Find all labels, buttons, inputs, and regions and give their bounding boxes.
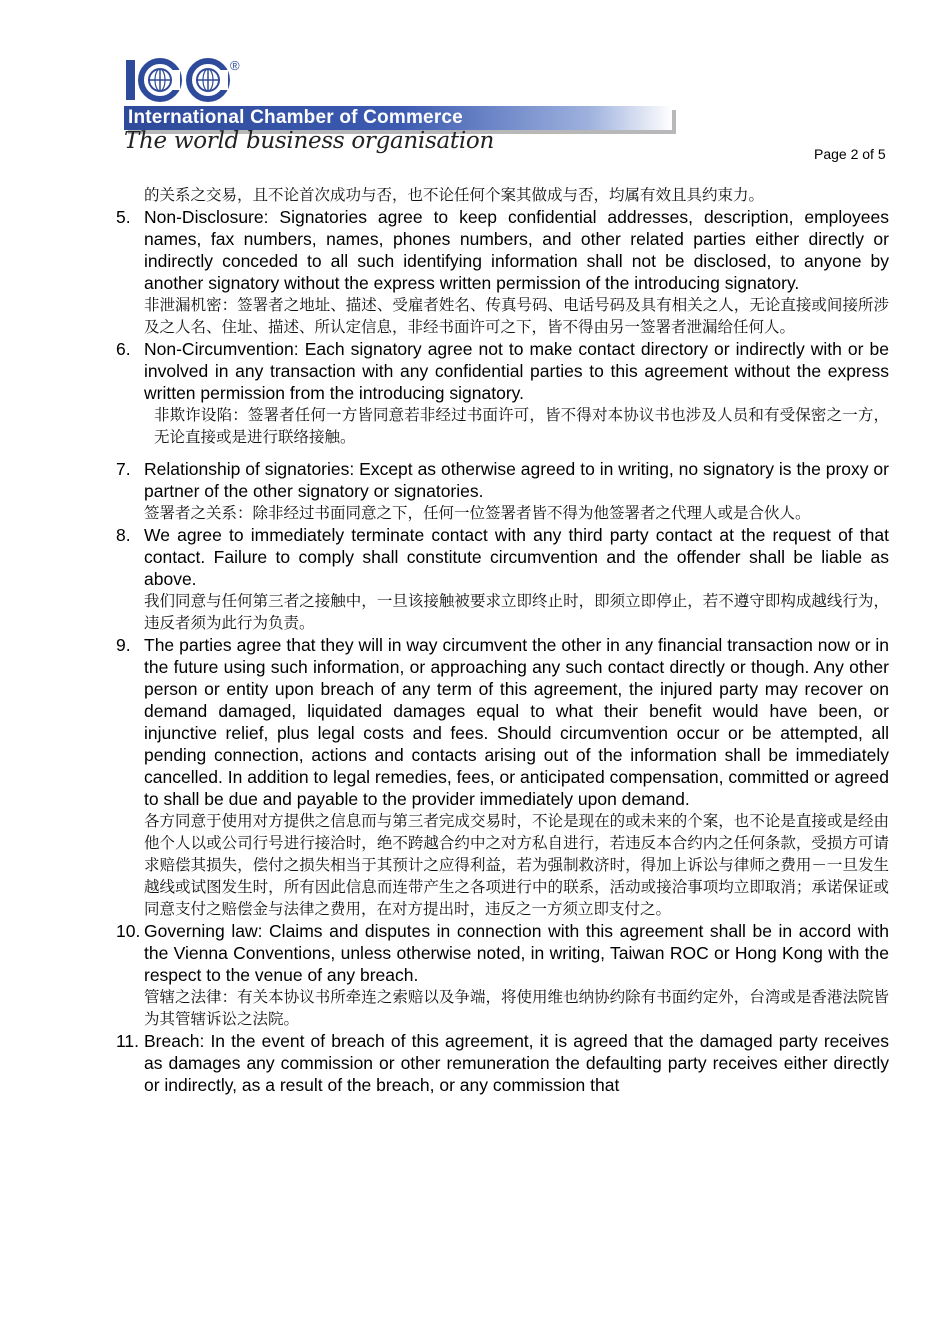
clause-7	[116, 458, 889, 524]
clause-6	[116, 338, 889, 448]
clause-text-cn: 签署者之关系：除非经过书面同意之下，任何一位签署者皆不得为他签署者之代理人或是合伙人。	[144, 504, 811, 522]
clause-number: 10.	[116, 921, 141, 941]
clause-9	[116, 634, 889, 920]
clause-text-en: Governing law: Claims and disputes in connection with this agreement shall be in accord with the Vienna Conventions, unless otherwise noted, in writing, Taiwan ROC or Hong Kong with the respect to the venue of any breach.	[144, 921, 889, 985]
clause-text-cn: 各方同意于使用对方提供之信息而与第三者完成交易时，不论是现在的或未来的个案，也不论是直接或是经由他个人以或公司行号进行接洽时，绝不跨越合约中之对方私自进行，若违反本合约内之任何条款，受损方可请求赔偿其损失，偿付之损失相当于其预计之应得利益，若为强制救济时，得加上诉讼与律师之费用－一旦发生越线或试图发生时，所有因此信息而连带产生之各项进行中的联系，活动或接洽事项均立即取消；承诺保证或同意支付之赔偿金与法律之费用，在对方提出时，违反之一方须立即支付之。	[144, 812, 889, 918]
clause-text-en: Non-Circumvention: Each signatory agree not to make contact directory or indirectly with or be involved in any transaction with any confidential parties to this agreement without the express written permission from the introducing signatory.	[144, 339, 889, 403]
intro-cn-continuation: 的关系之交易，且不论首次成功与否，也不论任何个案其做成与否，均属有效且具约束力。	[144, 186, 765, 204]
clause-text-en: The parties agree that they will in way circumvent the other in any financial transaction now or in the future using such information, or approaching any such contact directly or though. Any other person or entity upon breach of any term of this agreement, the injured party may recover on demand damaged, liquidated damages equal to what their benefit would have been, or injunctive relief, plus legal costs and fees. Should circumvention occur or be attempted, all pending connection, actions and contacts arising out of the information shall be immediately cancelled. In addition to legal remedies, fees, or anticipated compensation, committed or agreed to shall be due and payable to the provider immediately upon demand.	[144, 635, 889, 809]
clause-text-cn: 我们同意与任何第三者之接触中，一旦该接触被要求立即终止时，即须立即停止，若不遵守即构成越线行为，违反者须为此行为负责。	[144, 592, 889, 632]
clause-number: 11.	[116, 1031, 140, 1051]
clause-number: 7.	[116, 459, 131, 479]
clause-text-en: We agree to immediately terminate contact with any third party contact at the request of that contact. Failure to comply shall constitute circumvention and the offender shall be liable as above.	[144, 525, 889, 589]
clause-text-cn: 非泄漏机密：签署者之地址、描述、受雇者姓名、传真号码、电话号码及具有相关之人，无论直接或间接所涉及之人名、住址、描述、所认定信息，非经书面许可之下，皆不得由另一签署者泄漏给任何人。	[144, 296, 889, 336]
clause-text-cn: 管辖之法律：有关本协议书所牵连之索赔以及争端，将使用维也纳协约除有书面约定外，台湾或是香港法院皆为其管辖诉讼之法院。	[144, 988, 889, 1028]
clause-text-en: Breach: In the event of breach of this agreement, it is agreed that the damaged party receives as damages any commission or other remuneration the defaulting party receives either directly or indirectly, as a result of the breach, or any commission that	[144, 1031, 889, 1095]
clause-11	[116, 1030, 889, 1096]
org-name: International Chamber of Commerce	[128, 107, 463, 128]
document-body	[116, 184, 889, 1096]
clause-text-cn: 非欺诈设陷：签署者任何一方皆同意若非经过书面许可，皆不得对本协议书也涉及人员和有受保密之一方，无论直接或是进行联络接触。	[154, 406, 889, 446]
letterhead	[0, 0, 950, 170]
registered-mark: ®	[230, 58, 240, 73]
clause-text-en: Non-Disclosure: Signatories agree to keep confidential addresses, description, employees names, fax numbers, names, phones numbers, and other related parties either directly or indirectly conceded to all such identifying information shall not be disclosed, to anyone by another signatory without the express written permission of the introducing signatory.	[144, 207, 889, 293]
clause-number: 9.	[116, 635, 131, 655]
clause-number: 5.	[116, 207, 131, 227]
page-number: Page 2 of 5	[814, 146, 886, 162]
clause-text-en: Relationship of signatories: Except as otherwise agreed to in writing, no signatory is the proxy or partner of the other signatory or signatories.	[144, 459, 889, 501]
clause-8	[116, 524, 889, 634]
clause-number: 6.	[116, 339, 131, 359]
clause-5	[116, 206, 889, 338]
org-tagline: The world business organisation	[124, 128, 494, 154]
clause-10	[116, 920, 889, 1030]
clause-number: 8.	[116, 525, 131, 545]
